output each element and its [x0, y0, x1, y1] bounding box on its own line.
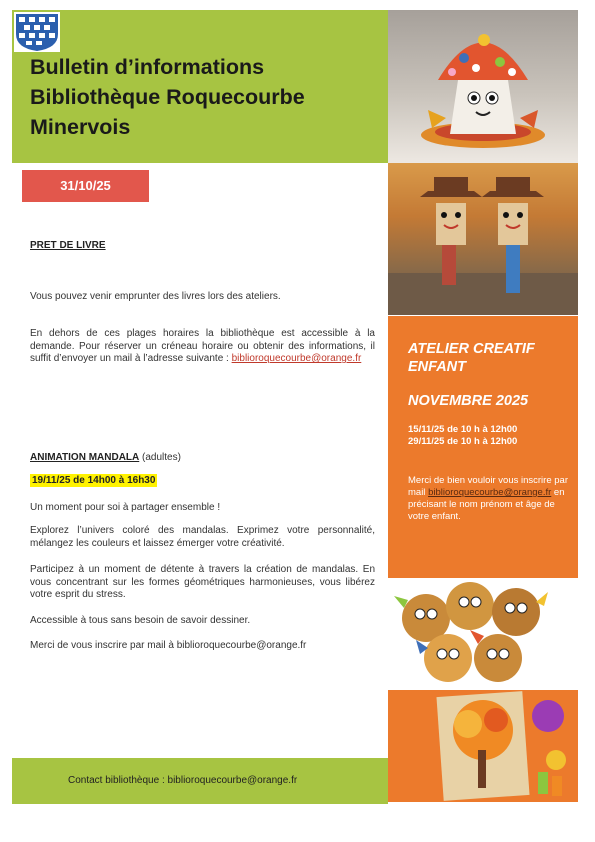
pret-paragraph-2: [30, 328, 375, 366]
atelier-email-link[interactable]: biblioroquecourbe@orange.fr: [428, 487, 552, 498]
mandala-paragraph-5: Merci de vous inscrire par mail à biblioroquecourbe@orange.fr: [30, 640, 307, 651]
owl-craft-photo: [388, 578, 578, 690]
atelier-title-line: ATELIER CREATIF: [408, 341, 535, 357]
scarecrow-craft-photo: [388, 163, 578, 315]
mandala-paragraph-4: Accessible à tous sans besoin de savoir dessiner.: [30, 615, 251, 626]
atelier-dates: [408, 424, 517, 448]
atelier-month: NOVEMBRE 2025: [408, 393, 529, 409]
pret-paragraph-2-text: En dehors de ces plages horaires la bibliothèque est accessible à la demande. Pour réserver un créneau horaire ou obtenir des informations, il suffit d’envoyer un mail à l’adresse suivante :: [30, 328, 375, 364]
owl-craft-drawing: [388, 578, 578, 690]
atelier-title: [408, 340, 578, 376]
atelier-info: [408, 475, 573, 523]
mandala-paragraph-2: Explorez l’univers coloré des mandalas. Exprimez votre personnalité, mélangez les couleurs et laissez émerger votre créativité.: [30, 525, 375, 549]
mandala-subheading: (adultes): [142, 452, 181, 463]
pret-paragraph-1: Vous pouvez venir emprunter des livres lors des ateliers.: [30, 291, 281, 302]
atelier-date: 15/11/25 de 10 h à 12h00: [408, 424, 518, 435]
mandala-date-highlight: 19/11/25 de 14h00 à 16h30: [32, 475, 156, 486]
atelier-date: 29/11/25 de 10 h à 12h00: [408, 436, 518, 447]
title-line: Bibliothèque Roquecourbe: [30, 85, 305, 109]
mandala-heading-text: ANIMATION MANDALA: [30, 452, 140, 463]
atelier-title-line: ENFANT: [408, 359, 466, 375]
title-line: Bulletin d’informations: [30, 55, 265, 79]
tree-craft-photo: [388, 690, 578, 802]
mandala-heading: [30, 452, 181, 463]
footer-contact: Contact bibliothèque : biblioroquecourbe@orange.fr: [68, 775, 298, 786]
mushroom-craft-photo: [388, 10, 578, 163]
pret-heading: PRET DE LIVRE: [30, 240, 106, 251]
mandala-paragraph-3: Participez à un moment de détente à travers la création de mandalas. En vous concentrant sur les formes géométriques harmonieuses, vous libérez votre esprit du stress.: [30, 564, 375, 600]
bulletin-title: [30, 52, 380, 142]
atelier-info-after: en précisant le nom prénom et âge de votre enfant.: [408, 487, 565, 522]
tree-craft-drawing: [388, 690, 578, 802]
pret-email-link[interactable]: biblioroquecourbe@orange.fr: [231, 353, 362, 364]
scarecrow-craft-drawing: [388, 163, 578, 315]
atelier-info-before: Merci de bien vouloir vous inscrire par mail: [408, 475, 568, 498]
mandala-paragraph-1: Un moment pour soi à partager ensemble !: [30, 502, 221, 513]
title-line: Minervois: [30, 115, 131, 139]
village-crest-icon: [14, 12, 60, 52]
date-badge-text: 31/10/25: [60, 178, 111, 193]
mushroom-craft-drawing: [388, 10, 578, 163]
